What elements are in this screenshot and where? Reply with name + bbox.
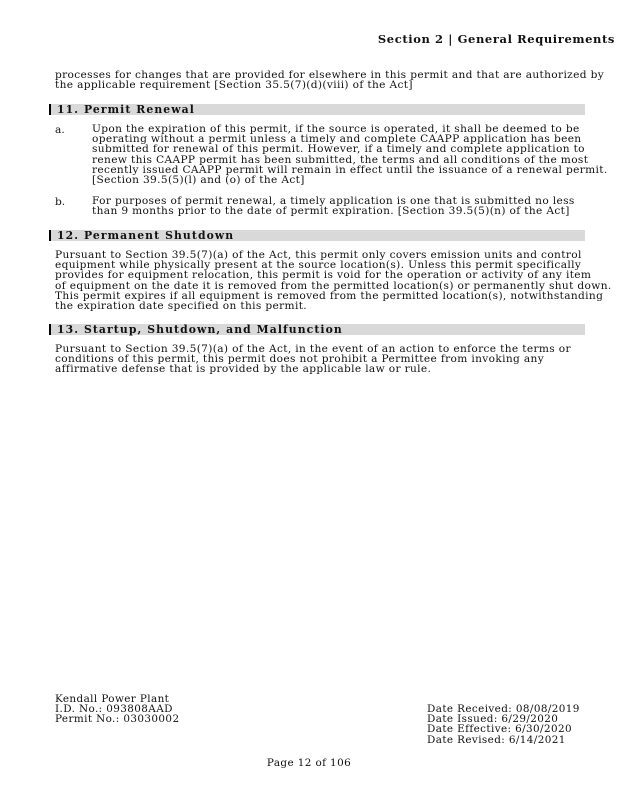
section-12-heading xyxy=(49,230,585,241)
page-number: Page 12 of 106 xyxy=(266,757,352,769)
item-11a-text: Upon the expiration of this permit, if the source is operated, it shall be deemed to be operating without a permit unless a timely and complete CAAPP application has been submitted for renewal of this permit. However, if a timely and complete application to renew this CAAPP permit has been submitted, the terms and all conditions of the most recently issued CAAPP permit will remain in effect until the issuance of a renewal permit. [Section 39.5(5)(l) and (o) of the Act] xyxy=(92,123,608,187)
section-11-title: 11. Permit Renewal xyxy=(57,103,195,116)
footer-permit-dates: Date Received: 08/08/2019 Date Issued: 6/29/2020 Date Effective: 6/30/2020 Date Revised: 6/14/2021 xyxy=(427,703,580,746)
section-header: Section 2 | General Requirements xyxy=(377,32,615,46)
section-13-heading xyxy=(49,324,585,335)
section-12-text: Pursuant to Section 39.5(7)(a) of the Act, this permit only covers emission units and control equipment while physically present at the source location(s). Unless this permit specifically provides for equipment relocation, this permit is void for the operation or activity of any item of equipment on the date it is removed from the permitted location(s) or permanently shut down. This permit expires if all equipment is removed from the permitted location(s), notwithstanding the expiration date specified on this permit. xyxy=(55,249,612,313)
intro-paragraph: processes for changes that are provided for elsewhere in this permit and that are authorized by the applicable requirement [Section 35.5(7)(d)(viii) of the Act] xyxy=(55,69,605,92)
section-11-heading xyxy=(49,104,585,115)
section-13-text: Pursuant to Section 39.5(7)(a) of the Act, in the event of an action to enforce the terms or conditions of this permit, this permit does not prohibit a Permittee from invoking any affirmative defense that is provided by the applicable law or rule. xyxy=(55,343,571,376)
item-11b-letter: b. xyxy=(55,196,66,208)
section-13-title: 13. Startup, Shutdown, and Malfunction xyxy=(57,323,343,336)
item-11a-letter: a. xyxy=(55,124,65,136)
footer-facility-info: Kendall Power Plant I.D. No.: 093808AAD Permit No.: 03030002 xyxy=(55,693,180,726)
item-11b-text: For purposes of permit renewal, a timely application is one that is submitted no less than 9 months prior to the date of permit expiration. [Section 39.5(5)(n) of the Act] xyxy=(92,195,575,218)
section-12-title: 12. Permanent Shutdown xyxy=(57,229,235,242)
